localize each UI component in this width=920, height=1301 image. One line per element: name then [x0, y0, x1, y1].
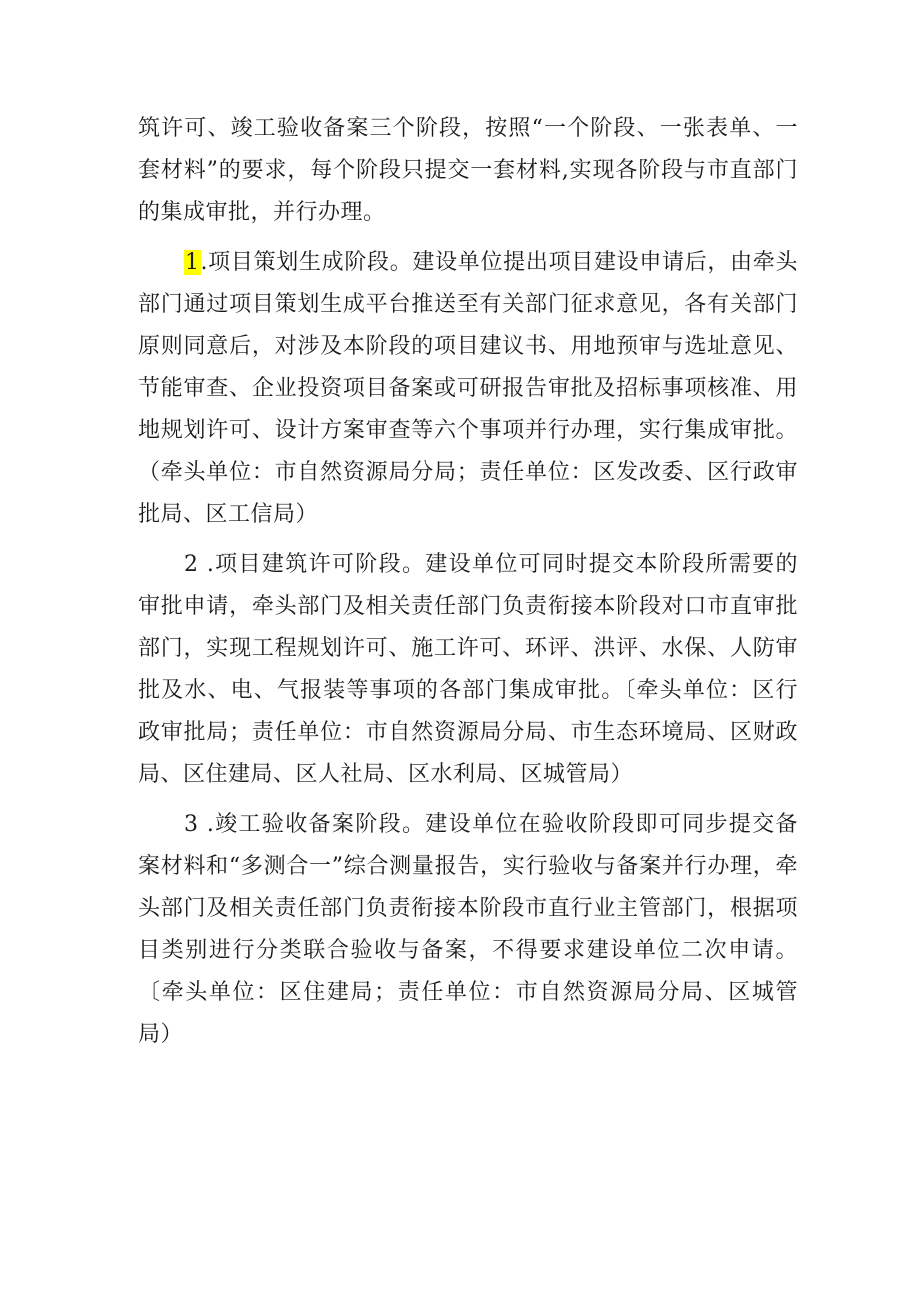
- paragraph-text: .项目建筑许可阶段。建设单位可同时提交本阶段所需要的审批申请，牵头部门及相关责任部门负责衔接本阶段对口市直审批部门，实现工程规划许可、施工许可、环评、洪评、水保、人防审批及水、电、气报装等事项的各部门集成审批。〔牵头单位：区行政审批局；责任单位：市自然资源局分局、市生态环境局、区财政局、区住建局、区人社局、区水利局、区城管局）: [138, 552, 798, 787]
- paragraph-intro: [138, 108, 798, 234]
- paragraph-text: .项目策划生成阶段。建设单位提出项目建设申请后，由牵头部门通过项目策划生成平台推送至有关部门征求意见，各有关部门原则同意后，对涉及本阶段的项目建议书、用地预审与选址意见、节能审查、企业投资项目备案或可研报告审批及招标事项核准、用地规划许可、设计方案审查等六个事项并行办理，实行集成审批。（牵头单位：市自然资源局分局；责任单位：区发改委、区行政审批局、区工信局）: [138, 250, 798, 527]
- paragraph-text: .竣工验收备案阶段。建设单位在验收阶段即可同步提交备案材料和“多测合一”综合测量报告，实行验收与备案并行办理，牵头部门及相关责任部门负责衔接本阶段市直行业主管部门，根据项目类别进行分类联合验收与备案，不得要求建设单位二次申请。〔牵头单位：区住建局；责任单位：市自然资源局分局、区城管局）: [138, 812, 798, 1047]
- item-number: 3: [184, 812, 199, 837]
- paragraph-item-2: [138, 544, 798, 796]
- paragraph-item-1: [138, 242, 798, 536]
- paragraph-text: 筑许可、竣工验收备案三个阶段，按照“一个阶段、一张表单、一套材料”的要求，每个阶段只提交一套材料,实现各阶段与市直部门的集成审批，并行办理。: [138, 116, 798, 225]
- item-number: 2: [184, 552, 199, 577]
- document-body: [138, 108, 798, 1064]
- paragraph-item-3: [138, 804, 798, 1056]
- highlighted-item-number: 1: [185, 250, 200, 275]
